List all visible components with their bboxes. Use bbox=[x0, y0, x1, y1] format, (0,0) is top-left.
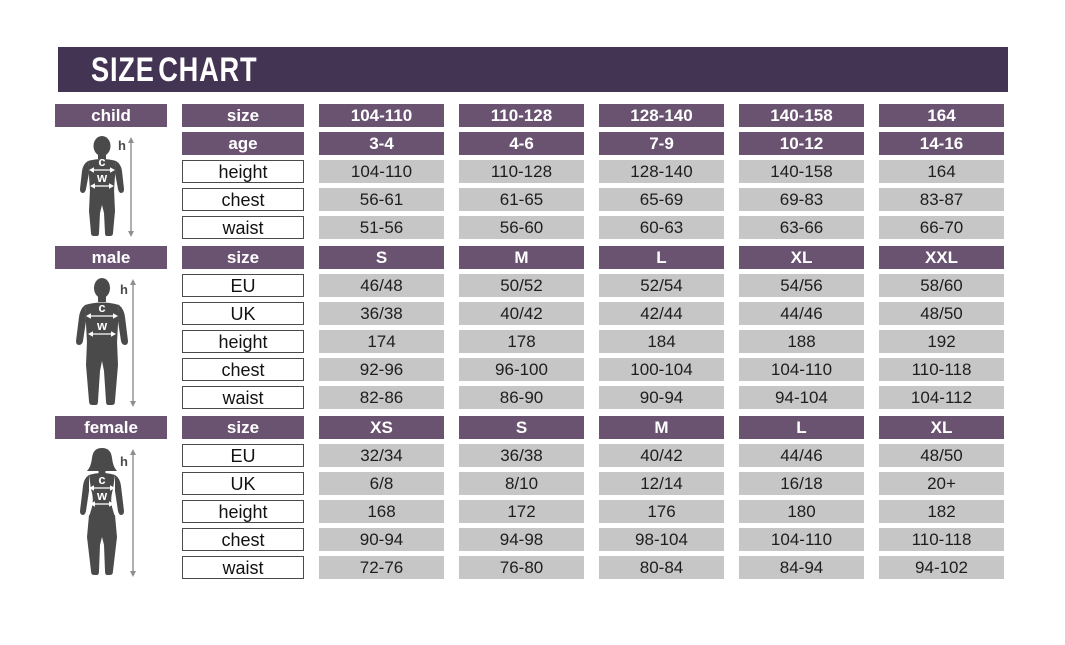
value-cell: 192 bbox=[879, 330, 1004, 353]
row-label: chest bbox=[182, 528, 304, 551]
value-cell: 50/52 bbox=[459, 274, 584, 297]
row-label: waist bbox=[182, 386, 304, 409]
value-cell: 44/46 bbox=[739, 302, 864, 325]
value-cell: 174 bbox=[319, 330, 444, 353]
male-body bbox=[76, 278, 128, 405]
table-row bbox=[182, 274, 1004, 297]
row-label: EU bbox=[182, 444, 304, 467]
value-cell: 54/56 bbox=[739, 274, 864, 297]
header-row-label: size bbox=[182, 104, 304, 127]
value-cell: 164 bbox=[879, 160, 1004, 183]
value-cell: 56-60 bbox=[459, 216, 584, 239]
value-cell: 42/44 bbox=[599, 302, 724, 325]
height-arrow bbox=[130, 279, 136, 407]
value-cell: 182 bbox=[879, 500, 1004, 523]
value-cell: 66-70 bbox=[879, 216, 1004, 239]
column-header-cell: 14-16 bbox=[879, 132, 1004, 155]
chest-letter: c bbox=[98, 300, 106, 315]
table-row bbox=[182, 246, 1004, 269]
value-cell: 40/42 bbox=[459, 302, 584, 325]
table-row bbox=[182, 160, 1004, 183]
value-cell: 32/34 bbox=[319, 444, 444, 467]
height-letter: h bbox=[120, 454, 128, 469]
value-cell: 60-63 bbox=[599, 216, 724, 239]
value-cell: 40/42 bbox=[599, 444, 724, 467]
table-row bbox=[182, 216, 1004, 239]
section-label-child: child bbox=[55, 104, 167, 127]
value-cell: 80-84 bbox=[599, 556, 724, 579]
table-row bbox=[182, 556, 1004, 579]
table-row bbox=[182, 302, 1004, 325]
chest-letter: c bbox=[98, 154, 106, 169]
value-cell: 94-102 bbox=[879, 556, 1004, 579]
row-label: chest bbox=[182, 188, 304, 211]
value-cell: 83-87 bbox=[879, 188, 1004, 211]
table-row bbox=[182, 386, 1004, 409]
table-row bbox=[182, 132, 1004, 155]
column-header-cell: L bbox=[599, 246, 724, 269]
value-cell: 110-118 bbox=[879, 528, 1004, 551]
section-female bbox=[55, 416, 1004, 579]
value-cell: 104-110 bbox=[739, 528, 864, 551]
value-cell: 140-158 bbox=[739, 160, 864, 183]
header-row-label: size bbox=[182, 416, 304, 439]
female-figure-panel bbox=[55, 416, 167, 579]
column-header-cell: 128-140 bbox=[599, 104, 724, 127]
value-cell: 61-65 bbox=[459, 188, 584, 211]
table-row bbox=[182, 358, 1004, 381]
column-header-cell: XXL bbox=[879, 246, 1004, 269]
column-header-cell: 7-9 bbox=[599, 132, 724, 155]
value-cell: 128-140 bbox=[599, 160, 724, 183]
value-cell: 188 bbox=[739, 330, 864, 353]
value-cell: 104-110 bbox=[319, 160, 444, 183]
table-row bbox=[182, 500, 1004, 523]
table-row bbox=[182, 472, 1004, 495]
child-table bbox=[182, 104, 1004, 239]
table-row bbox=[182, 188, 1004, 211]
value-cell: 90-94 bbox=[319, 528, 444, 551]
table-row bbox=[182, 528, 1004, 551]
male-silhouette-icon bbox=[55, 277, 167, 409]
height-letter: h bbox=[118, 138, 126, 153]
child-figure-panel bbox=[55, 104, 167, 239]
value-cell: 90-94 bbox=[599, 386, 724, 409]
table-row bbox=[182, 104, 1004, 127]
row-label: EU bbox=[182, 274, 304, 297]
value-cell: 44/46 bbox=[739, 444, 864, 467]
header-row-label: size bbox=[182, 246, 304, 269]
value-cell: 96-100 bbox=[459, 358, 584, 381]
column-header-cell: S bbox=[319, 246, 444, 269]
value-cell: 69-83 bbox=[739, 188, 864, 211]
column-header-cell: XL bbox=[879, 416, 1004, 439]
row-label: height bbox=[182, 160, 304, 183]
value-cell: 176 bbox=[599, 500, 724, 523]
value-cell: 82-86 bbox=[319, 386, 444, 409]
value-cell: 110-128 bbox=[459, 160, 584, 183]
column-header-cell: 164 bbox=[879, 104, 1004, 127]
male-figure-panel bbox=[55, 246, 167, 409]
value-cell: 58/60 bbox=[879, 274, 1004, 297]
column-header-cell: 4-6 bbox=[459, 132, 584, 155]
waist-letter: w bbox=[96, 170, 108, 185]
value-cell: 51-56 bbox=[319, 216, 444, 239]
column-header-cell: S bbox=[459, 416, 584, 439]
female-silhouette-icon bbox=[55, 447, 167, 579]
female-body bbox=[80, 448, 124, 575]
value-cell: 92-96 bbox=[319, 358, 444, 381]
column-header-cell: XS bbox=[319, 416, 444, 439]
waist-letter: w bbox=[96, 488, 108, 503]
female-table bbox=[182, 416, 1004, 579]
row-label: UK bbox=[182, 472, 304, 495]
value-cell: 178 bbox=[459, 330, 584, 353]
value-cell: 16/18 bbox=[739, 472, 864, 495]
value-cell: 104-110 bbox=[739, 358, 864, 381]
column-header-cell: L bbox=[739, 416, 864, 439]
waist-letter: w bbox=[96, 318, 108, 333]
column-header-cell: 3-4 bbox=[319, 132, 444, 155]
value-cell: 172 bbox=[459, 500, 584, 523]
child-silhouette-icon bbox=[55, 135, 167, 239]
column-header-cell: 140-158 bbox=[739, 104, 864, 127]
header-row-label: age bbox=[182, 132, 304, 155]
table-row bbox=[182, 416, 1004, 439]
value-cell: 94-98 bbox=[459, 528, 584, 551]
value-cell: 184 bbox=[599, 330, 724, 353]
column-header-cell: 104-110 bbox=[319, 104, 444, 127]
height-letter: h bbox=[120, 282, 128, 297]
column-header-cell: M bbox=[459, 246, 584, 269]
table-row bbox=[182, 330, 1004, 353]
table-row bbox=[182, 444, 1004, 467]
value-cell: 94-104 bbox=[739, 386, 864, 409]
male-table bbox=[182, 246, 1004, 409]
chest-letter: c bbox=[98, 472, 106, 487]
row-label: chest bbox=[182, 358, 304, 381]
value-cell: 36/38 bbox=[459, 444, 584, 467]
value-cell: 48/50 bbox=[879, 302, 1004, 325]
section-child bbox=[55, 104, 1004, 239]
value-cell: 110-118 bbox=[879, 358, 1004, 381]
value-cell: 12/14 bbox=[599, 472, 724, 495]
value-cell: 48/50 bbox=[879, 444, 1004, 467]
row-label: waist bbox=[182, 556, 304, 579]
value-cell: 52/54 bbox=[599, 274, 724, 297]
value-cell: 76-80 bbox=[459, 556, 584, 579]
row-label: waist bbox=[182, 216, 304, 239]
value-cell: 46/48 bbox=[319, 274, 444, 297]
value-cell: 6/8 bbox=[319, 472, 444, 495]
value-cell: 63-66 bbox=[739, 216, 864, 239]
title-bar bbox=[58, 47, 1008, 92]
section-label-female: female bbox=[55, 416, 167, 439]
value-cell: 180 bbox=[739, 500, 864, 523]
value-cell: 65-69 bbox=[599, 188, 724, 211]
column-header-cell: 10-12 bbox=[739, 132, 864, 155]
height-arrow bbox=[128, 137, 134, 237]
column-header-cell: 110-128 bbox=[459, 104, 584, 127]
value-cell: 84-94 bbox=[739, 556, 864, 579]
value-cell: 86-90 bbox=[459, 386, 584, 409]
value-cell: 72-76 bbox=[319, 556, 444, 579]
row-label: UK bbox=[182, 302, 304, 325]
value-cell: 20+ bbox=[879, 472, 1004, 495]
column-header-cell: M bbox=[599, 416, 724, 439]
section-male bbox=[55, 246, 1004, 409]
size-tables bbox=[55, 104, 1004, 579]
row-label: height bbox=[182, 500, 304, 523]
value-cell: 8/10 bbox=[459, 472, 584, 495]
value-cell: 168 bbox=[319, 500, 444, 523]
value-cell: 56-61 bbox=[319, 188, 444, 211]
height-arrow bbox=[130, 449, 136, 577]
value-cell: 98-104 bbox=[599, 528, 724, 551]
section-label-male: male bbox=[55, 246, 167, 269]
row-label: height bbox=[182, 330, 304, 353]
column-header-cell: XL bbox=[739, 246, 864, 269]
page-title: SIZE CHART bbox=[91, 50, 258, 89]
value-cell: 36/38 bbox=[319, 302, 444, 325]
value-cell: 100-104 bbox=[599, 358, 724, 381]
value-cell: 104-112 bbox=[879, 386, 1004, 409]
